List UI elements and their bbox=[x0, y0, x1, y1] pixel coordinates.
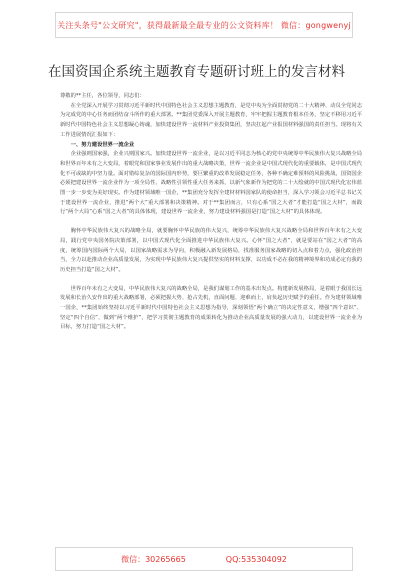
paragraph: 世界百年未有之大变局，中华民族伟大复兴的战略全局，是我们谋划工作的基本出发点。构建新发展格局，是着眼于我国长远发展和长治久安作出的重大战略部署，必须把握大势、抢占先机，直面问题、迎难而上，肩负起历史赋予的重任。作为建材领域唯一国企，**集团始终坚持以习近平新时代中国特色社会主义思想为指导，深刻领悟“两个确立”的决定性意义，增强“四个意识”、坚定“四个自信”、做到“两个维护”，把学习贯彻主题教育的成果转化为推动企业高质量发展的强大动力，以建设世界一流企业为目标，努力打造“国之大材”。 bbox=[60, 285, 362, 331]
document-body bbox=[60, 92, 362, 333]
paragraph: 在全党深入开展学习贯彻习近平新时代中国特色社会主义思想主题教育，是党中央为全面贯彻党的二十大精神、动员全党同志为完成党的中心任务而团结奋斗所作的重大部署。**集团党委深入开展主题教育，牢牢把握主题教育根本任务，坚定不移用习近平新时代中国特色社会主义思想凝心铸魂，加快建设世界一流材料产业投资集团，坚决扛起产业报国材料强国的责任担当。现将有关工作进展情况汇报如下： bbox=[60, 102, 362, 138]
footer-qq: QQ:535304092 bbox=[225, 554, 287, 564]
footer-banner bbox=[55, 547, 353, 571]
footer-wechat: 微信：30265665 bbox=[121, 554, 186, 564]
salutation: 尊敬的**主任，各位领导，同志们： bbox=[60, 93, 145, 99]
section-heading: 一、努力建设世界一流企业 bbox=[70, 141, 135, 148]
paragraph: 企业强则国家强，企业兴则国家兴。加快建设世界一流企业，是以习近平同志为核心的党中央统筹中华民族伟大复兴战略全局和世界百年未有之大变局，着眼党和国家事业发展作出的重大战略决策，世界一流企业是中国式现代化的重要载体，是中国式现代化不可或缺的中坚力量。面对错综复杂的国际国内形势，要巨繁重的改革发展稳定任务，各种不确定难预料的风险挑战，国资国企必须把建设世界一流企业作为一项全局性、战略性引领性重大任务来抓，以新气象新作为把党的二十大绘就的中国式现代化宏伟蓝图一步一步变为美好现实。作为建材领域唯一国企，**集团充分发挥全建材材料国家队的使命担当，深入学习领会习近平总书记关于建设世界一流企业，推进“两个大”重大部署和决策精神。对于**集团而言，只有心系“国之大者”才能打造“国之大材”，而践行“两个大局”心系“国之大者”的具体体现，建设世界一流企业，努力建设材料强国是打造“国之大材”的具体体现。 bbox=[60, 151, 362, 216]
header-banner bbox=[55, 12, 353, 38]
paragraph-gap bbox=[60, 218, 362, 227]
document-title: 在国资国企系统主题教育专题研讨班上的发言材料 bbox=[48, 64, 345, 80]
paragraph: 胸怀中华民族伟大复兴的战略全局，就要胸怀中华民族的伟大复兴，统筹中华民族伟大复兴战略全局和世界百年未有之大变局，践行党中央国务院决策部署，以中国式现代化全面推进中华民族伟大复兴。心怀“国之大者”，就是要站在“国之大者”的高度，统筹国内国际两个大局，以国家战略需求为导向，积极融入新发展格局，找准服务国家战略的切入点和着力点，强化政治担当，全力以赴推动企业高质量发展，为实现中华民族伟大复兴提供坚实的材料支撑，以功成不必在我的精神境界和功成必定有我的历史担当打造“国之大材”。 bbox=[60, 228, 362, 273]
paragraph-gap bbox=[60, 276, 362, 285]
header-banner-text: 关注头条号"公文研究"，获得最新最全最专业的公文资料库！ 微信：gongwenyj bbox=[57, 20, 351, 30]
